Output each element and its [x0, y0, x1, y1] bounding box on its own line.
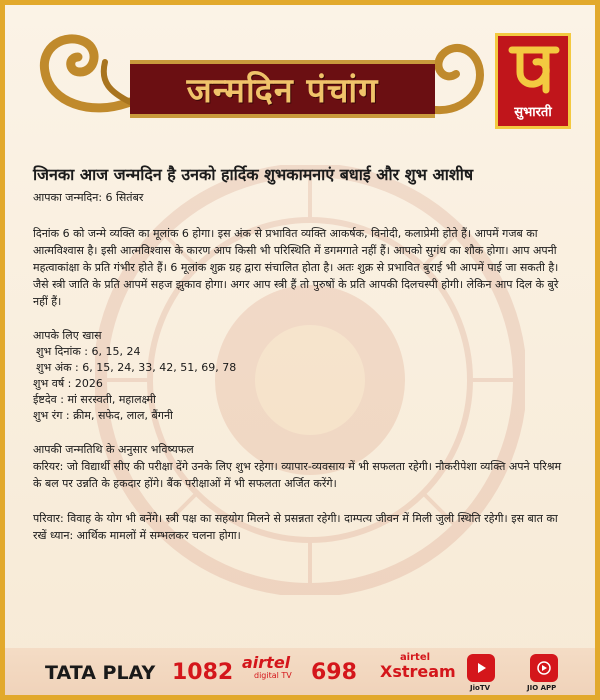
jiotv-app-icon[interactable]	[467, 654, 495, 682]
airtel-dt-sub: digital TV	[254, 671, 292, 680]
lucky-numbers: शुभ अंक : 6, 15, 24, 33, 42, 51, 69, 78	[36, 361, 237, 374]
subharti-logo-mark-icon	[506, 42, 562, 98]
title-banner	[130, 60, 435, 118]
footer-channel-bar	[5, 648, 595, 695]
content	[33, 163, 568, 544]
birthday-date: आपका जन्मदिन: 6 सितंबर	[33, 191, 144, 204]
career-paragraph: करियर: जो विद्यार्थी सीए की परीक्षा देंगे उनके लिए शुभ रहेगा। व्यापार-व्यवसाय में भी सफलता रहेगी। नौकरीपेशा व्यक्ति अपने परिश्रम के बल पर उन्नति के हकदार होंगे। बैंक परीक्षाओं में भी सफलता अर्जित करेंगे।	[33, 460, 562, 490]
special-section-title: आपके लिए खास	[33, 329, 102, 342]
lucky-dates: शुभ दिनांक : 6, 15, 24	[36, 345, 141, 358]
airtel-dt-brand: airtel	[242, 653, 291, 672]
logo-text: सुभारती	[514, 105, 552, 120]
airtel-channel-number: 698	[311, 660, 357, 685]
page-title: जन्मदिन पंचांग	[186, 71, 379, 111]
tataplay-brand: TATA PLAY	[45, 662, 156, 684]
xstream-top: airtel	[399, 652, 431, 663]
airtel-digitaltv-logo	[242, 654, 302, 680]
lucky-colors: शुभ रंग : क्रीम, सफेद, लाल, बैंगनी	[33, 409, 173, 422]
lucky-year: शुभ वर्ष : 2026	[33, 377, 103, 390]
deity: ईष्टदेव : मां सरस्वती, महालक्ष्मी	[33, 393, 156, 406]
jiotv-label: JioTV	[470, 684, 491, 692]
header	[0, 0, 600, 150]
ornament-left-icon	[30, 22, 140, 122]
intro-paragraph: दिनांक 6 को जन्मे व्यक्ति का मूलांक 6 होगा। इस अंक से प्रभावित व्यक्ति आकर्षक, विनोदी, कलाप्रेमी होते हैं। आपमें गजब का आत्मविश्वास है। इसी आत्मविश्वास के कारण आप किसी भी परिस्थिति में डगमगाते नहीं हैं। आपको सुगंध का शौक होगा। आप अपनी महत्वाकांक्षा के प्रति गंभीर होते हैं। 6 मूलांक शुक्र ग्रह द्वारा संचालित होता है। अतः शुक्र से प्रभावित बुराई भी आपमें पाई जा सकती है। जैसे स्त्री जाति के प्रति आपमें सहज झुकाव होगा। अगर आप स्त्री हैं तो पुरुषों के प्रति आपकी दिलचस्पी होगी। लेकिन आप दिल के बुरे नहीं हैं।	[33, 227, 559, 308]
airtel-xstream-logo	[380, 652, 456, 681]
family-paragraph: परिवार: विवाह के योग भी बनेंगे। स्त्री पक्ष का सहयोग मिलने से प्रसन्नता रहेगी। दाम्पत्य जीवन में मिली जुली स्थिति रहेगी। इस बात का रखें ध्यान: आर्थिक मामलों में सम्भलकर चलना होगा।	[33, 512, 558, 542]
play-icon	[473, 660, 489, 676]
tataplay-channel-number: 1082	[172, 660, 234, 685]
jioapp-app-icon[interactable]	[530, 654, 558, 682]
play-icon	[536, 660, 552, 676]
jioapp-label: JIO APP	[527, 684, 557, 692]
subharti-logo	[495, 33, 571, 129]
forecast-section-title: आपकी जन्मतिथि के अनुसार भविष्यफल	[33, 443, 194, 456]
xstream-brand: Xstream	[380, 662, 456, 681]
headline: जिनका आज जन्मदिन है उनको हार्दिक शुभकामनाएं बधाई और शुभ आशीष	[33, 165, 474, 184]
